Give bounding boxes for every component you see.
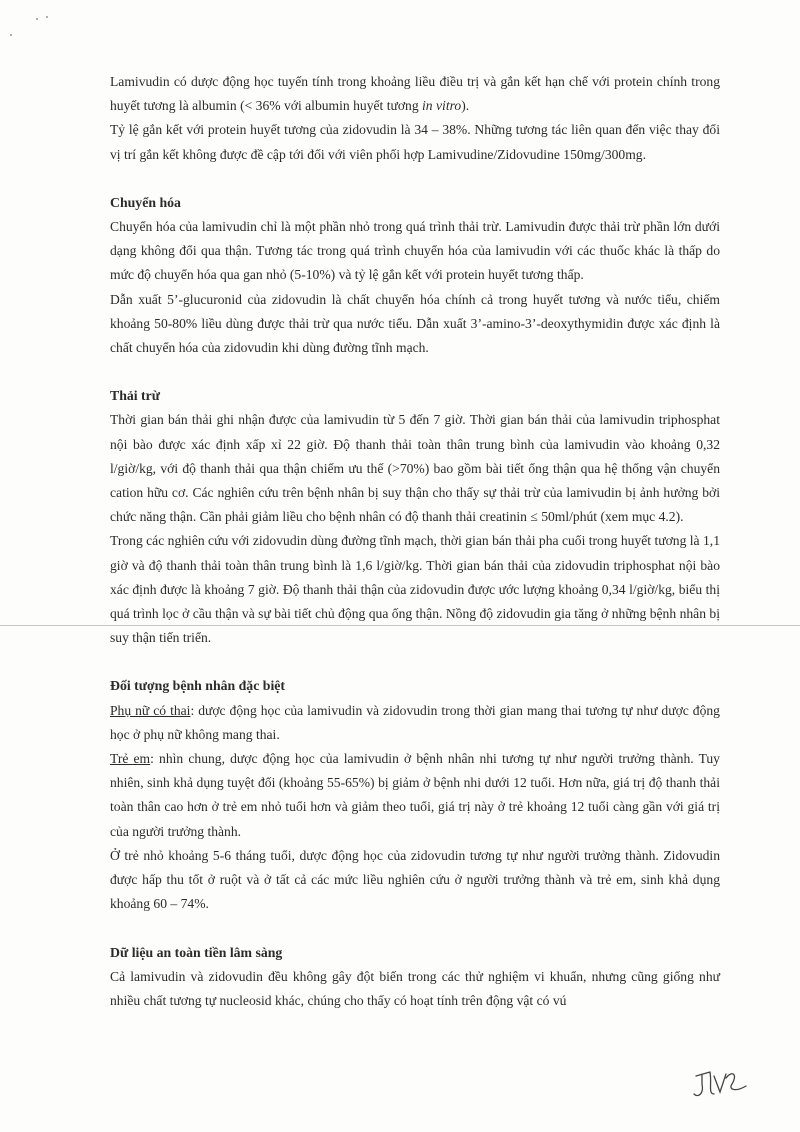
paragraph: Dẫn xuất 5’-glucuronid của zidovudin là chất chuyển hóa chính cả trong huyết tương và nước tiểu, chiếm khoảng 50-80% liều dùng được thải trừ qua nước tiểu. Dẫn xuất 3’-amino-3’-deoxythymidin được xác định là chất chuyển hóa của zidovudin khi dùng đường tĩnh mạch. xyxy=(110,291,720,356)
paragraph: Tỷ lệ gắn kết với protein huyết tương của zidovudin là 34 – 38%. Những tương tác liên quan đến việc thay đổi vị trí gắn kết không được đề cập tới đối với viên phối hợp Lamivudine/Zidovudine 150mg/300mg. xyxy=(110,122,720,162)
elimination-section xyxy=(110,384,720,650)
paragraph: Thời gian bán thải ghi nhận được của lamivudin từ 5 đến 7 giờ. Thời gian bán thải của lamivudin triphosphat nội bào được xác định xấp xỉ 22 giờ. Độ thanh thải toàn thân trung bình của lamivudin vào khoảng 0,32 l/giờ/kg, với độ thanh thải qua thận chiếm ưu thế (>70%) bao gồm bài tiết ống thận qua hệ thống vận chuyển cation hữu cơ. Các nghiên cứu trên bệnh nhân bị suy thận cho thấy sự thải trừ của lamivudin bị ảnh hưởng bởi chức năng thận. Cần phải giảm liều cho bệnh nhân có độ thanh thải creatinin ≤ 50ml/phút (xem mục 4.2). xyxy=(110,412,720,525)
document-body xyxy=(110,70,720,1013)
pregnant-label: Phụ nữ có thai xyxy=(110,702,191,718)
metabolism-section xyxy=(110,191,720,360)
paragraph: Trẻ em: nhìn chung, dược động học của lamivudin ở bệnh nhân nhi tương tự như người trưởng thành. Tuy nhiên, sinh khả dụng tuyệt đối (khoảng 55-65%) bị giảm ở bệnh nhi dưới 12 tuổi. Hơn nữa, giá trị độ thanh thải toàn thân cao hơn ở trẻ em nhỏ tuổi hơn và giảm theo tuổi, giá trị này ở trẻ khoảng 12 tuổi càng gần với giá trị của người trưởng thành. xyxy=(110,751,720,839)
paragraph: Ở trẻ nhỏ khoảng 5-6 tháng tuổi, dược động học của zidovudin tương tự như người trưởng thành. Zidovudin được hấp thu tốt ở ruột và ở tất cả các mức liều nghiên cứu ở người trưởng thành và trẻ em, sinh khả dụng khoảng 60 – 74%. xyxy=(110,847,720,912)
section-heading: Đối tượng bệnh nhân đặc biệt xyxy=(110,678,286,694)
paragraph: Trong các nghiên cứu với zidovudin dùng đường tĩnh mạch, thời gian bán thải pha cuối trong huyết tương là 1,1 giờ và độ thanh thải toàn thân trung bình là 1,6 l/giờ/kg. Thời gian bán thải của zidovudin triphosphat nội bào xác định được là khoảng 7 giờ. Độ thanh thải thận của zidovudin được ước lượng khoảng 0,34 l/giờ/kg, biểu thị quá trình lọc ở cầu thận và sự bài tiết chủ động qua ống thận. Nồng độ zidovudin gia tăng ở những bệnh nhân bị suy thận tiến triển. xyxy=(110,533,720,646)
children-label: Trẻ em xyxy=(110,751,151,767)
paragraph: Chuyển hóa của lamivudin chỉ là một phần nhỏ trong quá trình thải trừ. Lamivudin được thải trừ phần lớn dưới dạng không đổi qua thận. Tương tác trong quá trình chuyển hóa của lamivudin với các thuốc khác là thấp do mức độ chuyển hóa qua gan nhỏ (5-10%) và tỷ lệ gắn kết với protein huyết tương thấp. xyxy=(110,219,720,283)
pharmacokinetics-section xyxy=(110,70,720,167)
special-populations-section xyxy=(110,674,720,916)
section-heading: Dữ liệu an toàn tiền lâm sàng xyxy=(110,944,283,960)
paragraph: Phụ nữ có thai: dược động học của lamivudin và zidovudin trong thời gian mang thai tương tự như dược động học ở phụ nữ không mang thai. xyxy=(110,702,720,742)
paragraph: Cả lamivudin và zidovudin đều không gây đột biến trong các thử nghiệm vi khuẩn, nhưng cũng giống như nhiều chất tương tự nucleosid khác, chúng cho thấy có hoạt tính trên động vật có vú xyxy=(110,968,720,1008)
paragraph: Lamivudin có dược động học tuyến tính trong khoảng liều điều trị và gắn kết hạn chế với protein chính trong huyết tương là albumin (< 36% với albumin huyết tương in vitro). xyxy=(110,74,720,114)
section-heading: Chuyển hóa xyxy=(110,194,181,210)
handwritten-initials xyxy=(688,1064,758,1104)
italic-term: in vitro xyxy=(422,98,462,114)
section-heading: Thải trừ xyxy=(110,388,161,404)
preclinical-section xyxy=(110,941,720,1014)
